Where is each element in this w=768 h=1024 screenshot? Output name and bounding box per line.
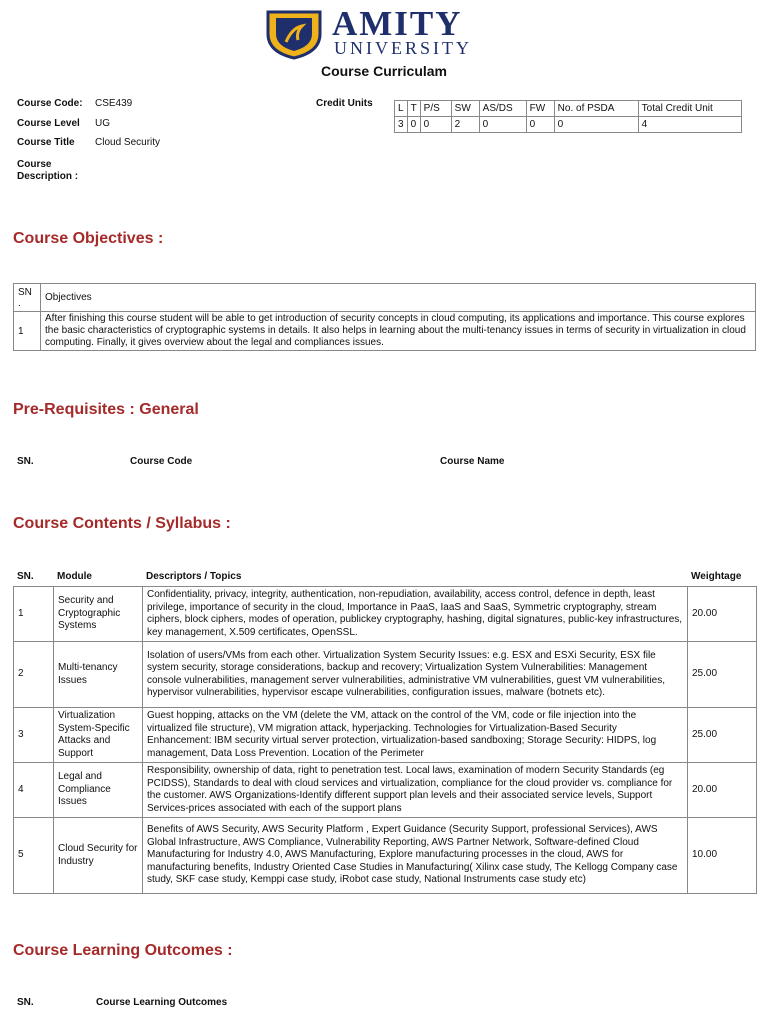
objectives-table xyxy=(13,283,756,351)
syllabus-weightage: 25.00 xyxy=(688,642,757,708)
outcomes-sn-header: SN. xyxy=(17,997,34,1008)
credit-header-row xyxy=(395,101,742,117)
credit-value-cell: 3 xyxy=(395,117,408,133)
credit-header-cell: L xyxy=(395,101,408,117)
logo-wordmark: AMITY xyxy=(332,4,463,43)
credit-value-cell: 0 xyxy=(479,117,526,133)
credit-header-cell: No. of PSDA xyxy=(554,101,638,117)
credit-units-label: Credit Units xyxy=(316,98,373,109)
table-row xyxy=(14,312,756,351)
prereq-name-header: Course Name xyxy=(440,456,505,467)
table-row xyxy=(14,642,757,708)
credit-header-cell: FW xyxy=(526,101,554,117)
syllabus-module-header: Module xyxy=(57,571,92,582)
syllabus-sn: 4 xyxy=(14,763,54,818)
course-title-value: Cloud Security xyxy=(95,137,161,148)
table-row xyxy=(14,708,757,763)
syllabus-sn: 1 xyxy=(14,587,54,642)
syllabus-module: Legal and Compliance Issues xyxy=(54,763,143,818)
objectives-header: Objectives xyxy=(41,284,756,312)
prerequisites-heading: Pre-Requisites : General xyxy=(13,401,199,418)
syllabus-weightage: 20.00 xyxy=(688,587,757,642)
syllabus-sn: 5 xyxy=(14,818,54,894)
credit-value-cell: 0 xyxy=(526,117,554,133)
credit-value-row xyxy=(395,117,742,133)
syllabus-sn-header: SN. xyxy=(17,571,34,582)
credit-value-cell: 0 xyxy=(407,117,420,133)
prereq-code-header: Course Code xyxy=(130,456,193,467)
syllabus-heading: Course Contents / Syllabus : xyxy=(13,515,231,532)
credit-header-cell: Total Credit Unit xyxy=(638,101,741,117)
page-title: Course Curriculam xyxy=(320,63,448,79)
syllabus-descriptors-header: Descriptors / Topics xyxy=(146,571,242,582)
syllabus-descriptors: Responsibility, ownership of data, right to penetration test. Local laws, examination of modern Security Standards (eg PCIDSS), Standards to deal with cloud services and virtualization, compliance for the cloud provider vs. compliance for the customer. AWS Organizations-Identify different support plan levels and their associated service levels, Support Services-prices associated with each of the support plans xyxy=(143,763,688,818)
course-code-label: Course Code: xyxy=(17,98,83,109)
objectives-header-row xyxy=(14,284,756,312)
syllabus-sn: 3 xyxy=(14,708,54,763)
syllabus-module: Security and Cryptographic Systems xyxy=(54,587,143,642)
syllabus-descriptors: Benefits of AWS Security, AWS Security Platform , Expert Guidance (Security Support, professional Services), AWS Global Infrastructure, AWS Compliance, Vulnerability Reporting, AWS Partner Network, Software-defined Cloud Manufacturing for Industry 4.0, AWS Manufacturing, Explore manufacturing processes in the cloud, AWS for manufacturing benefits, Industry Oriented Case Studies in Manufacturing( Xilinx case study, The Kellogg Company case study, SKF case study, Kemppi case study, iRobot case study, National Instruments case study etc) xyxy=(143,818,688,894)
objectives-sn-header: SN . xyxy=(14,284,41,312)
outcomes-header: Course Learning Outcomes xyxy=(96,997,228,1008)
credit-header-cell: T xyxy=(407,101,420,117)
syllabus-module: Virtualization System-Specific Attacks and Support xyxy=(54,708,143,763)
credit-units-table xyxy=(394,100,742,133)
objective-sn: 1 xyxy=(14,312,41,351)
syllabus-descriptors: Isolation of users/VMs from each other. Virtualization System Security Issues: e.g. ESX and ESXi Security, ESX file system security, storage considerations, backup and recovery; Virtualization System Vulnerabilities: Management console vulnerabilities, management server vulnerabilities, administrative VM vulnerabilities, guest VM vulnerabilities, hypervisor vulnerabilities, hypervisor escape vulnerabilities, configuration issues, malware (botnets etc). xyxy=(143,642,688,708)
course-level-value: UG xyxy=(95,118,110,129)
course-description-label-1: Course xyxy=(17,159,52,170)
credit-value-cell: 0 xyxy=(554,117,638,133)
syllabus-descriptors: Guest hopping, attacks on the VM (delete the VM, attack on the control of the VM, code or file injection into the virtualized file structure), VM migration attack, hyperjacking. Technologies for Virtualization-Based Security Enhancement: IBM security virtual server protection, virtualization-based sandboxing; Storage Security: HIDPS, log management, Data Loss Prevention. Location of the Perimeter xyxy=(143,708,688,763)
course-level-label: Course Level xyxy=(17,118,80,129)
syllabus-sn: 2 xyxy=(14,642,54,708)
syllabus-weightage: 20.00 xyxy=(688,763,757,818)
course-title-label: Course Title xyxy=(17,137,75,148)
syllabus-descriptors: Confidentiality, privacy, integrity, authentication, non-repudiation, availability, access control, defence in depth, least privilege, importance of security in the cloud, Importance in PaaS, IaaS and SaaS, Symmetric cryptography, stream ciphers, block ciphers, modes of operation, publickey cryptography, hashing, digital signatures, public-key infrastructures, key management, X.509 certificates, OpenSSL. xyxy=(143,587,688,642)
credit-value-cell: 4 xyxy=(638,117,741,133)
credit-header-cell: SW xyxy=(451,101,479,117)
course-description-label-2: Description : xyxy=(17,171,79,182)
syllabus-weightage-header: Weightage xyxy=(691,571,742,582)
outcomes-heading: Course Learning Outcomes : xyxy=(13,942,233,959)
prereq-sn-header: SN. xyxy=(17,456,34,467)
credit-value-cell: 0 xyxy=(420,117,451,133)
university-crest-icon xyxy=(262,8,326,60)
objectives-heading: Course Objectives : xyxy=(13,230,164,247)
credit-header-cell: AS/DS xyxy=(479,101,526,117)
table-row xyxy=(14,763,757,818)
syllabus-weightage: 10.00 xyxy=(688,818,757,894)
table-row xyxy=(14,818,757,894)
syllabus-module: Cloud Security for Industry xyxy=(54,818,143,894)
syllabus-table xyxy=(13,586,757,894)
course-code-value: CSE439 xyxy=(95,98,133,109)
objective-text: After finishing this course student will be able to get introduction of security concepts in cloud computing, its applications and importance. This course explores the basic characteristics of cryptographic systems in details. It also helps in learning about the multi-tenancy issues in terms of security in virtualization in cloud computing. Finally, it gives overview about the legal and compliances issues. xyxy=(41,312,756,351)
logo-subtitle: UNIVERSITY xyxy=(334,38,472,58)
syllabus-weightage: 25.00 xyxy=(688,708,757,763)
syllabus-module: Multi-tenancy Issues xyxy=(54,642,143,708)
table-row xyxy=(14,587,757,642)
credit-value-cell: 2 xyxy=(451,117,479,133)
credit-header-cell: P/S xyxy=(420,101,451,117)
